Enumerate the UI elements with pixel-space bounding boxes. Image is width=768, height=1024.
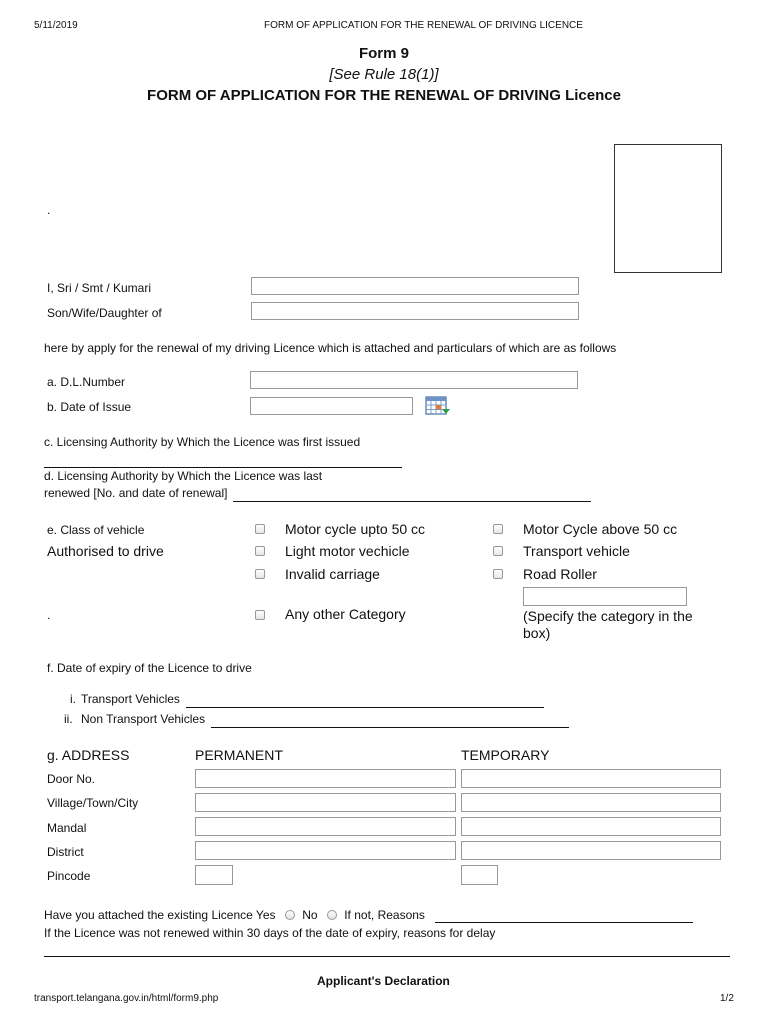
option-light-motor: Light motor vechicle bbox=[285, 543, 410, 559]
other-category-input[interactable] bbox=[523, 587, 687, 606]
class-label: e. Class of vehicle bbox=[47, 523, 145, 537]
non-transport-vehicles-line[interactable] bbox=[211, 726, 569, 728]
reasons-line[interactable] bbox=[435, 921, 693, 923]
attached-question: Have you attached the existing Licence Yes bbox=[44, 908, 276, 922]
authority-first-line[interactable] bbox=[44, 466, 402, 468]
checkbox-invalid-carriage[interactable] bbox=[255, 569, 265, 579]
option-transport: Transport vehicle bbox=[523, 543, 630, 559]
option-other-category: Any other Category bbox=[285, 606, 406, 622]
print-date: 5/11/2019 bbox=[34, 20, 78, 31]
reasons-label: If not, Reasons bbox=[344, 908, 425, 922]
temp-district-input[interactable] bbox=[461, 841, 721, 860]
option-road-roller: Road Roller bbox=[523, 566, 597, 582]
perm-district-input[interactable] bbox=[195, 841, 456, 860]
delay-text: If the Licence was not renewed within 30 days of the date of expiry, reasons for delay bbox=[44, 926, 496, 940]
option-motorcycle-above-50: Motor Cycle above 50 cc bbox=[523, 521, 678, 537]
attached-question-row bbox=[44, 908, 425, 922]
village-label: Village/Town/City bbox=[47, 796, 139, 810]
radio-no[interactable] bbox=[327, 910, 337, 920]
temp-mandal-input[interactable] bbox=[461, 817, 721, 836]
expiry-num-1: i. bbox=[70, 692, 76, 706]
radio-yes[interactable] bbox=[285, 910, 295, 920]
perm-mandal-input[interactable] bbox=[195, 817, 456, 836]
footer-page: 1/2 bbox=[720, 993, 734, 1004]
transport-vehicles-label: Transport Vehicles bbox=[81, 692, 180, 706]
checkbox-motorcycle-50[interactable] bbox=[255, 524, 265, 534]
name-input[interactable] bbox=[251, 277, 579, 295]
temp-door-input[interactable] bbox=[461, 769, 721, 788]
divider bbox=[44, 956, 730, 957]
footer-url: transport.telangana.gov.in/html/form9.php bbox=[34, 993, 219, 1004]
checkbox-road-roller[interactable] bbox=[493, 569, 503, 579]
authority-last-line[interactable] bbox=[233, 500, 591, 502]
mandal-label: Mandal bbox=[47, 821, 87, 835]
relation-label: Son/Wife/Daughter of bbox=[47, 306, 162, 320]
authorised-label: Authorised to drive bbox=[47, 543, 164, 559]
expiry-label: f. Date of expiry of the Licence to drive bbox=[47, 661, 252, 675]
form-number: Form 9 bbox=[358, 45, 409, 62]
name-label: I, Sri / Smt / Kumari bbox=[47, 281, 152, 295]
perm-door-input[interactable] bbox=[195, 769, 456, 788]
calendar-icon[interactable] bbox=[425, 395, 451, 417]
date-issue-input[interactable] bbox=[250, 397, 413, 415]
permanent-heading: PERMANENT bbox=[195, 747, 283, 763]
specify-note: (Specify the category in the box) bbox=[523, 608, 693, 641]
date-issue-label: b. Date of Issue bbox=[47, 400, 132, 414]
checkbox-transport[interactable] bbox=[493, 546, 503, 556]
transport-vehicles-line[interactable] bbox=[186, 706, 544, 708]
option-motorcycle-50: Motor cycle upto 50 cc bbox=[285, 521, 426, 537]
declaration-heading: Applicant's Declaration bbox=[317, 974, 450, 988]
dl-number-input[interactable] bbox=[250, 371, 578, 389]
relation-input[interactable] bbox=[251, 302, 579, 320]
form-rule: [See Rule 18(1)] bbox=[329, 66, 439, 83]
no-label: No bbox=[302, 908, 318, 922]
temp-pincode-input[interactable] bbox=[461, 865, 498, 885]
perm-village-input[interactable] bbox=[195, 793, 456, 812]
pincode-label: Pincode bbox=[47, 869, 91, 883]
authority-last-label-2: renewed [No. and date of renewal] bbox=[44, 486, 228, 500]
checkbox-other-category[interactable] bbox=[255, 610, 265, 620]
checkbox-light-motor[interactable] bbox=[255, 546, 265, 556]
door-no-label: Door No. bbox=[47, 772, 96, 786]
intro-text: here by apply for the renewal of my driving Licence which is attached and particulars of which are as follows bbox=[44, 341, 617, 355]
temporary-heading: TEMPORARY bbox=[461, 747, 550, 763]
authority-last-label-1: d. Licensing Authority by Which the Licence was last bbox=[44, 469, 323, 483]
dot-marker-2: . bbox=[47, 608, 51, 622]
address-heading: g. ADDRESS bbox=[47, 747, 130, 763]
perm-pincode-input[interactable] bbox=[195, 865, 233, 885]
print-title: FORM OF APPLICATION FOR THE RENEWAL OF DRIVING LICENCE bbox=[264, 20, 583, 31]
authority-first-label: c. Licensing Authority by Which the Licence was first issued bbox=[44, 435, 361, 449]
checkbox-motorcycle-above-50[interactable] bbox=[493, 524, 503, 534]
expiry-num-2: ii. bbox=[64, 712, 73, 726]
photo-box bbox=[614, 144, 722, 273]
form-title: FORM OF APPLICATION FOR THE RENEWAL OF DRIVING Licence bbox=[147, 87, 621, 104]
option-invalid-carriage: Invalid carriage bbox=[285, 566, 380, 582]
non-transport-vehicles-label: Non Transport Vehicles bbox=[81, 712, 206, 726]
district-label: District bbox=[47, 845, 84, 859]
dot-marker: . bbox=[47, 203, 51, 217]
temp-village-input[interactable] bbox=[461, 793, 721, 812]
dl-number-label: a. D.L.Number bbox=[47, 375, 126, 389]
